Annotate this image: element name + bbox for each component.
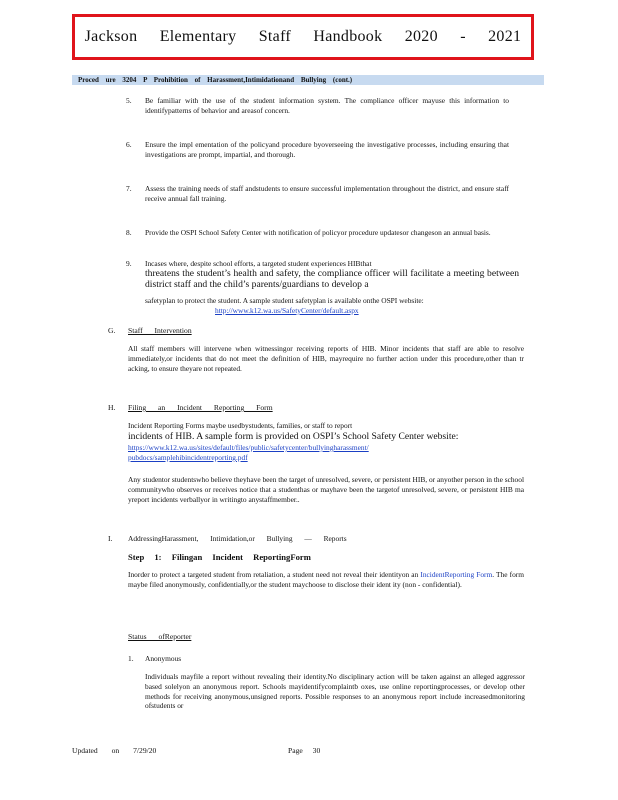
incident-reporting-form-link[interactable]: IncidentReporting Form — [420, 570, 493, 579]
procedure-header-bar: Proced ure 3204 P Prohibition of Harassment,Intimidationand Bullying (cont.) — [72, 75, 544, 85]
step-text: Inorder to protect a targeted student from retaliation, a student need not reveal their identityon an IncidentReporting Form. The form maybe filed anonymously, confidentially,or the student maychoose to disclose their ident ity (non - confidential). — [128, 570, 524, 589]
sub-item-number: 1. — [128, 654, 134, 663]
incident-form-link-cont[interactable]: pubdocs/samplehibincidentreporting.pdf — [128, 453, 248, 462]
anonymous-text: Individuals mayfile a report without revealing their identity.No disciplinary action will be taken against an alleged aggressor based solelyon an anonymous report. Schools mayidentifycomplaintb oxes, use online reportingprocesses, or develop other methods for receiving anonymous,unsigned reports. Possible responses to an anonymous report include increasedmonitoring ofstudents or — [145, 672, 525, 711]
list-item-text: Incases where, despite school efforts, a targeted student experiences HIBthat — [145, 259, 372, 268]
item-number: 5. — [126, 96, 132, 105]
item-number: 6. — [126, 140, 132, 149]
handbook-title: Jackson Elementary Staff Handbook 2020 - 2021 — [84, 28, 522, 45]
list-item-text: safetyplan to protect the student. A sample student safetyplan is available onthe OSPI website: — [145, 296, 424, 305]
section-text: Incident Reporting Forms maybe usedbystudents, families, or staff to report — [128, 421, 353, 430]
footer-updated: Updated on 7/29/20 — [72, 746, 157, 755]
section-heading-staff-intervention: Staff Intervention — [128, 326, 192, 335]
section-text-large: incidents of HIB. A sample form is provided on OSPI’s School Safety Center website: — [128, 431, 459, 442]
footer-page-number: Page 30 — [288, 746, 321, 755]
list-item-text: Assess the training needs of staff andstudents to ensure successful implementation throughout the district, and ensure staff receive annual fall training. — [145, 184, 509, 203]
incident-form-link[interactable]: https://www.k12.wa.us/sites/default/files/public/safetycenter/bullyingharassment/ — [128, 443, 369, 452]
section-letter: G. — [108, 326, 116, 335]
section-letter: H. — [108, 403, 116, 412]
list-item-text-large: threatens the student’s health and safety, the compliance officer will facilitate a meeting between district staff and the child’s parents/guardians to develop a — [145, 268, 519, 290]
status-of-reporter-heading: Status ofReporter — [128, 632, 192, 641]
section-text: All staff members will intervene when witnessingor receiving reports of HIB. Minor incidents that staff are able to resolve immediately,or incidents that do not meet the definition of HIB, mayrequire no further action under this procedure,other than tr acking, to ensure theyare not repeated. — [128, 344, 524, 373]
list-item-text: Ensure the impl ementation of the policyand procedure byoverseeing the investigative processes, including ensuring that investigations are prompt, impartial, and thorough. — [145, 140, 509, 159]
item-number: 8. — [126, 228, 132, 237]
section-heading-addressing: AddressingHarassment, Intimidation,or Bullying — Reports — [128, 534, 347, 543]
safety-plan-link[interactable]: http://www.k12.wa.us/SafetyCenter/default.aspx — [215, 306, 359, 315]
section-text: Any studentor studentswho believe theyhave been the target of unresolved, severe, or persistent HIB, or anyother person in the school communitywho observes or receives notice that a studenthas or mayhave been the targetof unresolved, severe, or persistent HIB ma yreport incidents verballyor in writingto anystaffmember.. — [128, 475, 524, 504]
sub-heading-anonymous: Anonymous — [145, 654, 182, 663]
item-number: 9. — [126, 259, 132, 268]
section-heading-filing-form: Filing an Incident Reporting Form — [128, 403, 273, 412]
list-item-text: Be familiar with the use of the student information system. The compliance officer mayuse this information to identifypatterns of behavior and areasof concern. — [145, 96, 509, 115]
handbook-title-box — [72, 14, 534, 60]
section-letter: I. — [108, 534, 113, 543]
item-number: 7. — [126, 184, 132, 193]
step-heading: Step 1: Filingan Incident ReportingForm — [128, 552, 311, 562]
list-item-text: Provide the OSPI School Safety Center with notification of policyor procedure updatesor changeson an annual basis. — [145, 228, 491, 237]
